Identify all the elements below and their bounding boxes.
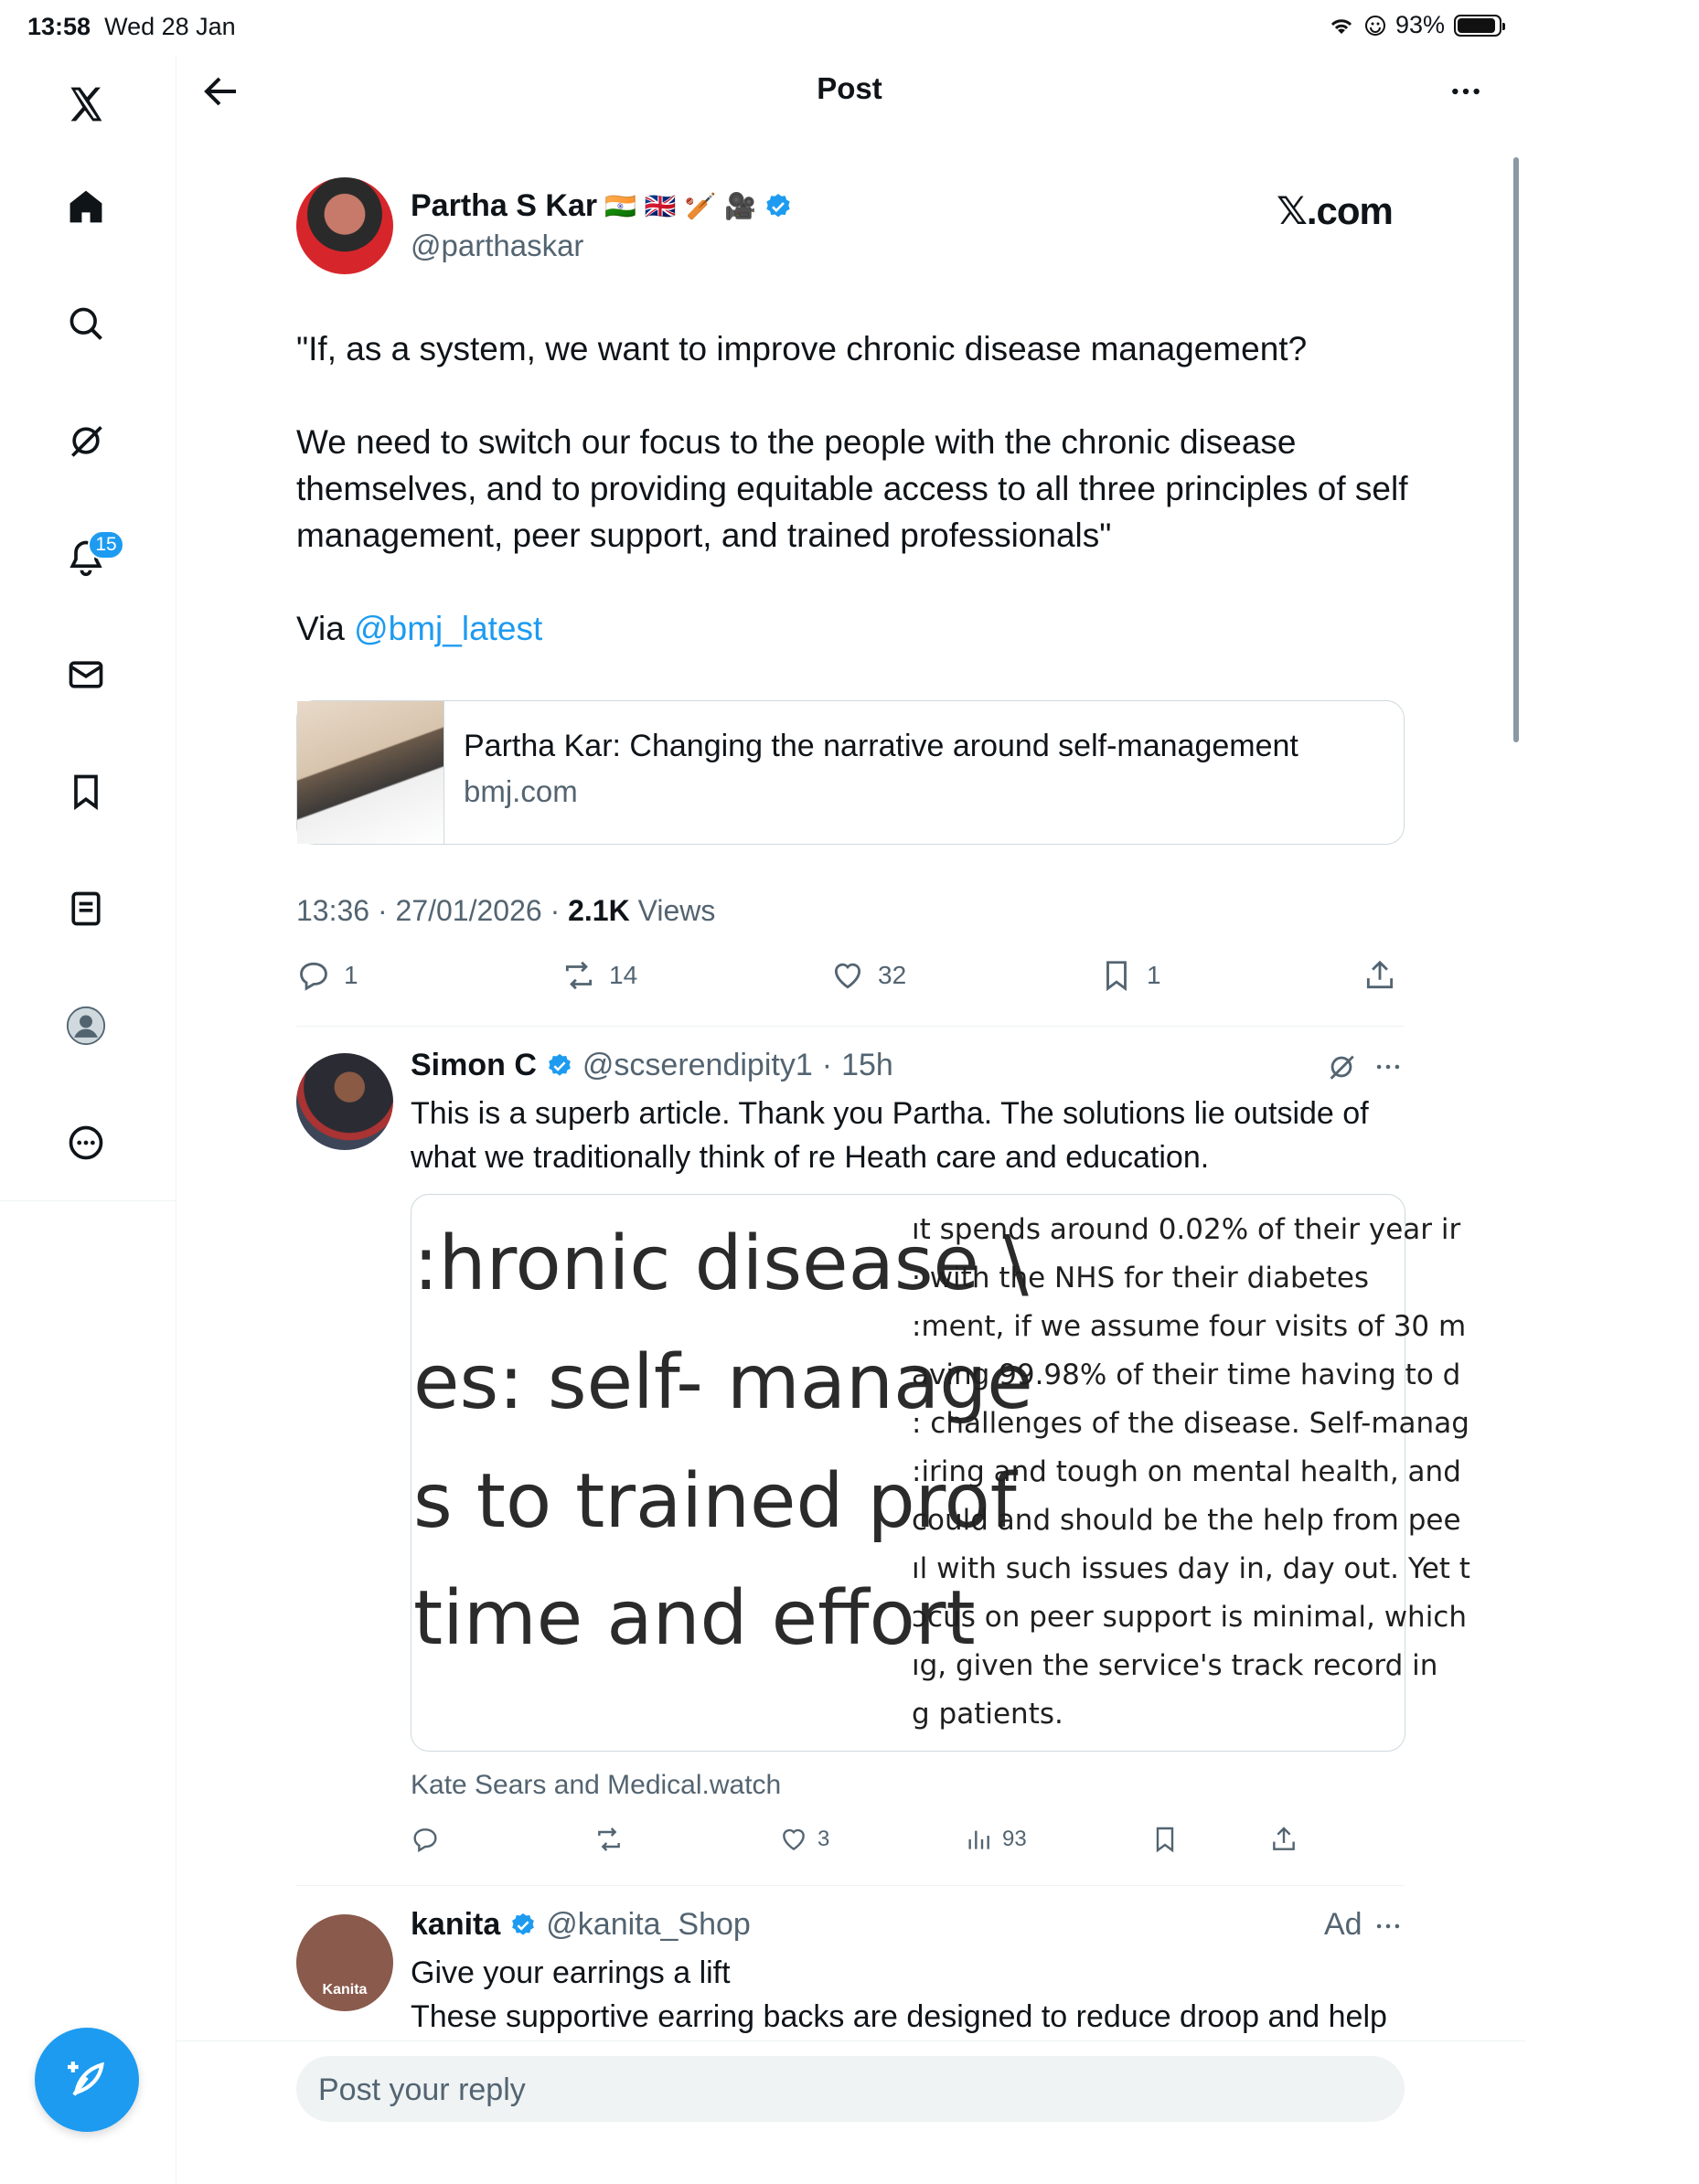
ad-header xyxy=(411,1907,751,1943)
image-text-line: · with the NHS for their diabetes xyxy=(912,1262,1370,1294)
reply-icon xyxy=(296,958,331,993)
more-circle-icon[interactable] xyxy=(60,1117,112,1168)
battery-icon xyxy=(1454,15,1501,37)
card-thumbnail xyxy=(297,701,444,844)
post-paragraph-2: We need to switch our focus to the people with the chronic disease themselves, and to providing equitable access to all three principles of self management, peer support, and trained professionals" xyxy=(296,423,1408,554)
bookmark-button[interactable]: 1 xyxy=(1099,958,1161,993)
repost-icon xyxy=(561,958,596,993)
reply-icon xyxy=(411,1825,440,1854)
author-name-row[interactable] xyxy=(411,188,793,224)
more-horizontal-icon[interactable] xyxy=(1445,73,1487,110)
post-time[interactable]: 13:36 xyxy=(296,894,370,927)
share-icon xyxy=(1269,1825,1298,1854)
image-text-line: :ment, if we assume four visits of 30 m xyxy=(912,1310,1467,1343)
profile-icon[interactable] xyxy=(60,1000,112,1051)
ad-handle[interactable]: @kanita_Shop xyxy=(546,1907,751,1942)
image-text-line: g patients. xyxy=(912,1698,1063,1731)
views-icon xyxy=(964,1825,993,1854)
reply-button[interactable]: 1 xyxy=(296,958,358,993)
image-text-line: s to trained prof xyxy=(413,1458,1017,1545)
post-actions xyxy=(296,958,1412,1007)
verified-badge-icon xyxy=(509,1912,537,1939)
bookmark-icon xyxy=(1099,958,1134,993)
search-icon[interactable] xyxy=(60,298,112,349)
reply-handle[interactable]: @scserendipity1 xyxy=(582,1048,813,1082)
focus-icon xyxy=(1364,15,1386,37)
reply-divider xyxy=(296,1885,1405,1886)
battery-percent: 93% xyxy=(1394,11,1445,38)
card-domain: bmj.com xyxy=(464,774,578,808)
scrollbar[interactable] xyxy=(1513,157,1519,742)
share-button[interactable] xyxy=(1362,958,1397,993)
heart-icon xyxy=(779,1825,808,1854)
reply-input[interactable] xyxy=(296,2056,1405,2122)
ad-name[interactable]: kanita xyxy=(411,1907,501,1942)
bookmark-icon[interactable] xyxy=(60,766,112,817)
link-card[interactable] xyxy=(296,700,1405,845)
image-text-line: es: self- manage xyxy=(413,1339,1033,1426)
notification-badge: 15 xyxy=(88,530,124,559)
image-text-line: time and effort xyxy=(413,1575,976,1662)
ad-line-1: Give your earrings a lift xyxy=(411,1955,731,1990)
reply-name[interactable]: Simon C xyxy=(411,1048,537,1082)
reply-text: This is a superb article. Thank you Partha. The solutions lie outside of what we traditionally think of re Heath care and education. xyxy=(411,1096,1369,1175)
bookmark-icon xyxy=(1150,1825,1180,1854)
ad-line-2: These supportive earring backs are designed to reduce droop and help xyxy=(411,1999,1387,2034)
grok-icon[interactable] xyxy=(1326,1051,1357,1082)
image-text-line: :hronic disease \ xyxy=(413,1220,1029,1307)
mention-link[interactable]: @bmj_latest xyxy=(354,610,543,647)
author-name[interactable]: Partha S Kar xyxy=(411,188,598,223)
reply-time[interactable]: 15h xyxy=(841,1048,893,1082)
reply-avatar[interactable] xyxy=(296,1053,393,1150)
status-bar xyxy=(0,0,1525,55)
source-label: 𝕏.com xyxy=(1277,189,1393,232)
compose-button[interactable] xyxy=(35,2028,139,2132)
image-text-line: could and should be the help from pee xyxy=(912,1504,1461,1537)
page-title: Post xyxy=(817,71,882,105)
ad-more-icon[interactable] xyxy=(1372,1911,1405,1942)
liked-by-text[interactable]: Kate Sears and Medical.watch xyxy=(411,1770,782,1800)
ad-avatar[interactable] xyxy=(296,1914,393,2011)
image-text-line: ıg, given the service's track record in xyxy=(912,1649,1438,1682)
home-icon[interactable] xyxy=(60,181,112,232)
reply-more-icon[interactable] xyxy=(1372,1051,1405,1082)
reply-input-placeholder: Post your reply xyxy=(318,2072,526,2107)
grok-icon[interactable] xyxy=(60,415,112,466)
post-date[interactable]: 27/01/2026 xyxy=(395,894,542,927)
reply-bookmark-button[interactable] xyxy=(1150,1825,1180,1854)
reply-header: Simon C @scserendipity1 · 15h xyxy=(411,1048,893,1082)
views-count: 2.1K xyxy=(568,894,630,927)
image-text-line: : challenges of the disease. Self-manag xyxy=(912,1407,1469,1440)
image-text-line: aving 99.98% of their time having to d xyxy=(912,1358,1461,1391)
wifi-icon xyxy=(1328,15,1355,37)
post-meta: 13:36 · 27/01/2026 · 2.1K Views xyxy=(296,894,716,927)
image-text-line: ıl with such issues day in, day out. Yet t xyxy=(912,1552,1470,1585)
image-text-line: ɔcus on peer support is minimal, which xyxy=(912,1601,1467,1634)
ad-label: Ad xyxy=(1324,1907,1362,1942)
post-paragraph-1: "If, as a system, we want to improve chronic disease management? xyxy=(296,330,1308,368)
image-text-line: ıt spends around 0.02% of their year ir xyxy=(912,1213,1461,1246)
status-right xyxy=(1328,11,1501,39)
like-button[interactable]: 32 xyxy=(830,958,906,993)
repost-icon xyxy=(594,1825,624,1854)
reply-repost-button[interactable] xyxy=(594,1825,624,1854)
card-title: Partha Kar: Changing the narrative around self-management xyxy=(464,729,1298,763)
repost-button[interactable]: 14 xyxy=(561,958,637,993)
sidebar-divider xyxy=(0,1200,176,1201)
image-text-line: :iring and tough on mental health, and xyxy=(912,1455,1461,1488)
ad-avatar-text: Kanita xyxy=(322,1982,368,1998)
verified-badge-icon xyxy=(546,1052,573,1080)
status-time: 13:58 Wed 28 Jan xyxy=(27,13,236,40)
post-divider xyxy=(296,1026,1405,1027)
reply-share-button[interactable] xyxy=(1269,1825,1298,1854)
ad-text xyxy=(411,1951,1407,2039)
author-handle[interactable]: @parthaskar xyxy=(411,229,584,262)
views-label: Views xyxy=(637,894,716,927)
list-icon[interactable] xyxy=(60,883,112,934)
post-via: Via @bmj_latest xyxy=(296,610,543,647)
image-right-crop xyxy=(910,1195,1470,1753)
heart-icon xyxy=(830,958,865,993)
compose-feather-icon xyxy=(61,2054,112,2105)
reply-image[interactable] xyxy=(411,1194,1470,1752)
reply-reply-button[interactable] xyxy=(411,1825,440,1854)
share-icon xyxy=(1362,958,1397,993)
reply-views-button[interactable]: 93 xyxy=(964,1825,1027,1854)
verified-badge-icon xyxy=(764,192,793,221)
author-avatar[interactable] xyxy=(296,177,393,274)
reply-like-button[interactable]: 3 xyxy=(779,1825,829,1854)
mail-icon[interactable] xyxy=(60,649,112,700)
post-text xyxy=(296,325,1412,652)
author-emojis: 🇮🇳 🇬🇧 🏏 🎥 xyxy=(604,191,757,221)
